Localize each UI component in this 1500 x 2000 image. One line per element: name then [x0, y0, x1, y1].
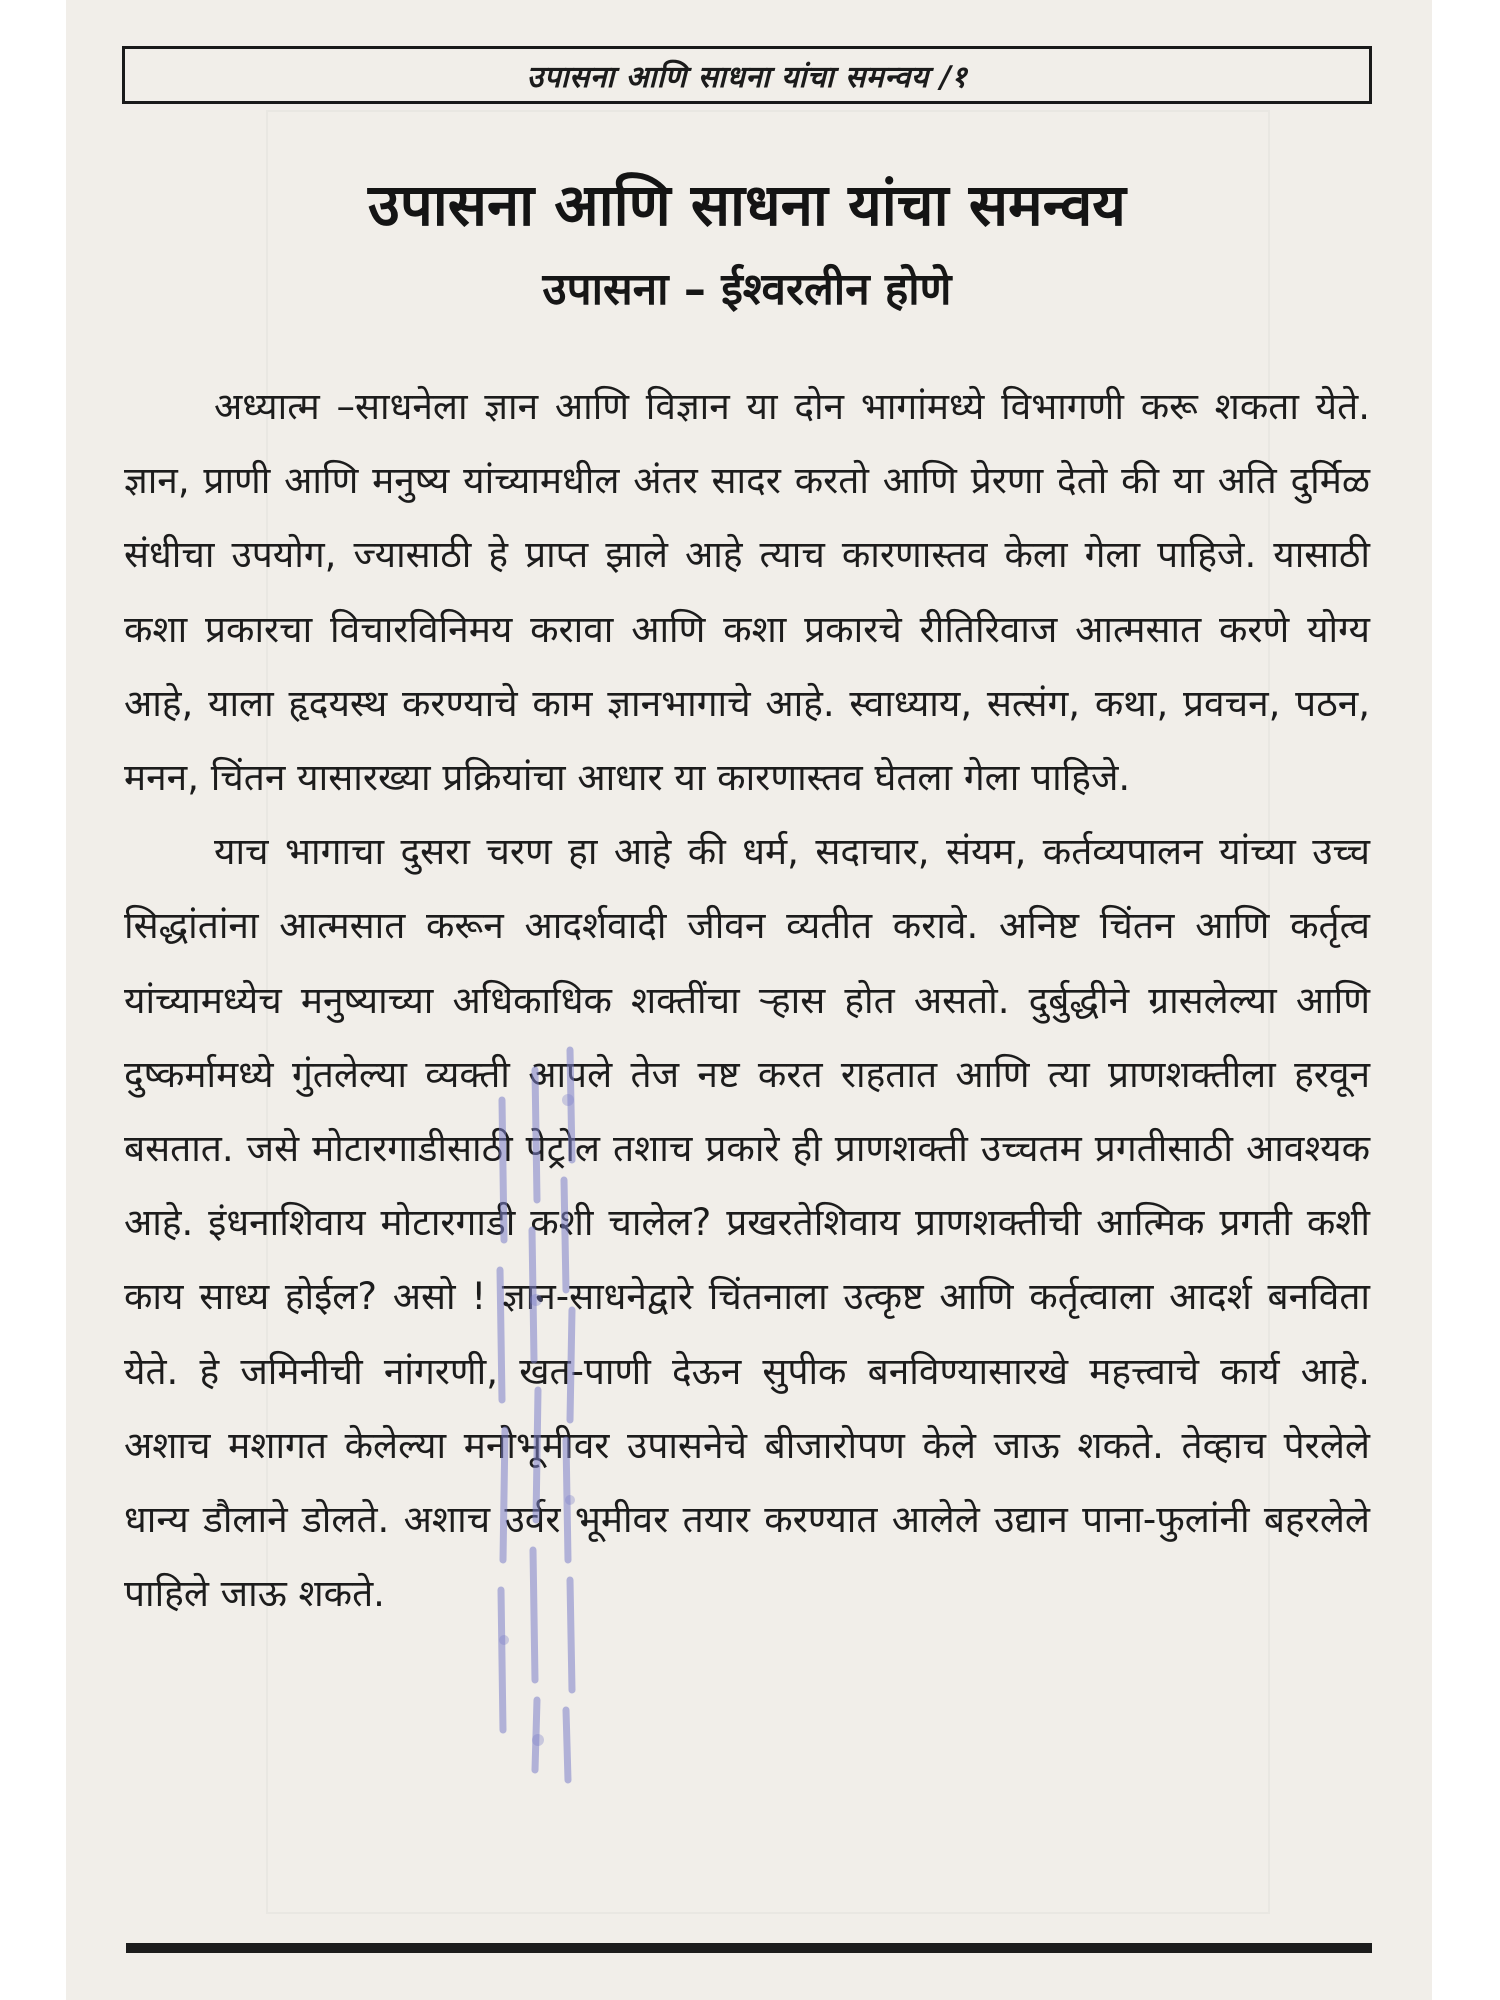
footer-rule — [126, 1943, 1372, 1953]
chapter-title: उपासना आणि साधना यांचा समन्वय — [368, 171, 1126, 239]
running-head: उपासना आणि साधना यांचा समन्वय /१ — [526, 59, 968, 95]
paragraph-2: याच भागाचा दुसरा चरण हा आहे की धर्म, सदाचार, संयम, कर्तव्यपालन यांच्या उच्च सिद्धांतांना आत्मसात करून आदर्शवादी जीवन व्यतीत करावे. अनिष्ट चिंतन आणि कर्तृत्व यांच्यामध्येच मनुष्याच्या अधिकाधिक शक्तींचा ऱ्हास होत असतो. दुर्बुद्धीने ग्रासलेल्या आणि दुष्कर्मामध्ये गुंतलेल्या व्यक्ती आपले तेज नष्ट करत राहतात आणि त्या प्राणशक्तीला हरवून बसतात. जसे मोटारगाडीसाठी पेट्रोल तशाच प्रकारे ही प्राणशक्ती उच्चतम प्रगतीसाठी आवश्यक आहे. इंधनाशिवाय मोटारगाडी कशी चालेल? प्रखरतेशिवाय प्राणशक्तीची आत्मिक प्रगती कशी काय साध्य होईल? असो ! ज्ञान-साधनेद्वारे चिंतनाला उत्कृष्ट आणि कर्तृत्वाला आदर्श बनविता येते. हे जमिनीची नांगरणी, खत-पाणी देऊन सुपीक बनविण्यासारखे महत्त्वाचे कार्य आहे. अशाच मशागत केलेल्या मनोभूमीवर उपासनेचे बीजारोपण केले जाऊ शकते. तेव्हाच पेरलेले धान्य डौलाने डोलते. अशाच उर्वर भूमीवर तयार करण्यात आलेले उद्यान पाना-फुलांनी बहरलेले पाहिले जाऊ शकते. — [124, 830, 1370, 1616]
book-page — [66, 0, 1432, 2000]
running-head-box — [122, 46, 1372, 104]
body-text — [124, 370, 1370, 1631]
paragraph-1: अध्यात्म –साधनेला ज्ञान आणि विज्ञान या दोन भागांमध्ये विभागणी करू शकता येते. ज्ञान, प्राणी आणि मनुष्य यांच्यामधील अंतर सादर करतो आणि प्रेरणा देतो की या अति दुर्मिळ संधीचा उपयोग, ज्यासाठी हे प्राप्त झाले आहे त्याच कारणास्तव केला गेला पाहिजे. यासाठी कशा प्रकारचा विचारविनिमय करावा आणि कशा प्रकारचे रीतिरिवाज आत्मसात करणे योग्य आहे, याला हृदयस्थ करण्याचे काम ज्ञानभागाचे आहे. स्वाध्याय, सत्संग, कथा, प्रवचन, पठन, मनन, चिंतन यासारख्या प्रक्रियांचा आधार या कारणास्तव घेतला गेला पाहिजे. — [124, 385, 1370, 800]
chapter-subtitle: उपासना – ईश्वरलीन होणे — [542, 264, 952, 315]
